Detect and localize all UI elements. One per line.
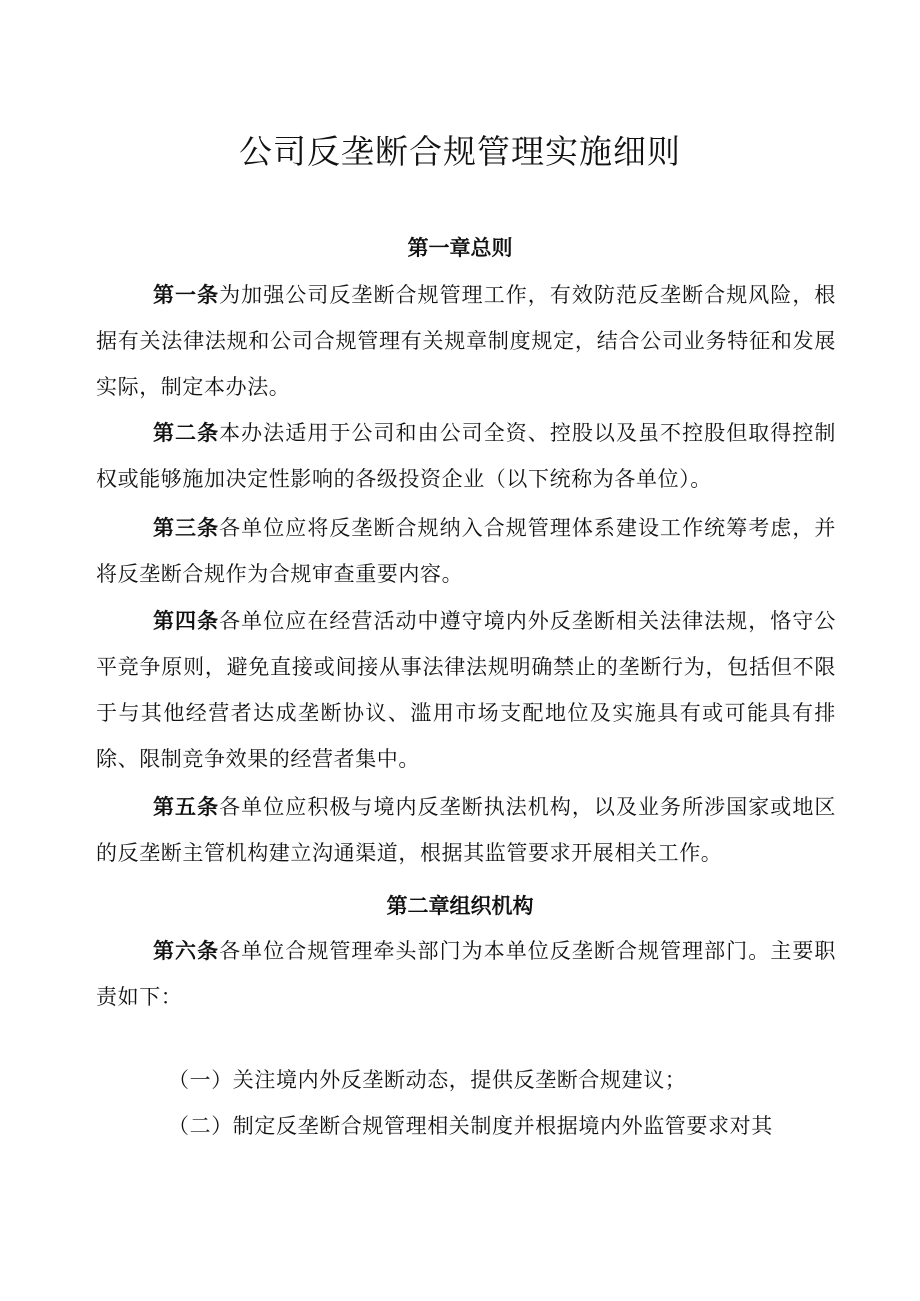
article-5 <box>96 784 836 876</box>
article-6 <box>96 928 836 1020</box>
article-6-text: 各单位合规管理牵头部门为本单位反垄断合规管理部门。主要职责如下： <box>96 939 836 1009</box>
article-2-text: 本办法适用于公司和由公司全资、控股以及虽不控股但取得控制权或能够施加决定性影响的各级投资企业（以下统称为各单位）。 <box>96 421 836 491</box>
chapter-heading-2: 第二章组织机构 <box>386 894 534 918</box>
article-4-lead: 第四条 <box>153 609 220 633</box>
article-3-text: 各单位应将反垄断合规纳入合规管理体系建设工作统筹考虑，并将反垄断合规作为合规审查重要内容。 <box>96 516 836 586</box>
list-item-1: （一）关注境内外反垄断动态，提供反垄断合规建议； <box>168 1068 687 1092</box>
article-6-lead: 第六条 <box>153 939 220 963</box>
article-5-text: 各单位应积极与境内反垄断执法机构，以及业务所涉国家或地区的反垄断主管机构建立沟通渠道，根据其监管要求开展相关工作。 <box>96 795 836 865</box>
article-3 <box>96 505 836 597</box>
article-4-text: 各单位应在经营活动中遵守境内外反垄断相关法律法规，恪守公平竞争原则，避免直接或间接从事法律法规明确禁止的垄断行为，包括但不限于与其他经营者达成垄断协议、滥用市场支配地位及实施具有或可能具有排除、限制竞争效果的经营者集中。 <box>96 609 836 771</box>
article-1 <box>96 272 836 410</box>
article-2 <box>96 410 836 502</box>
article-1-lead: 第一条 <box>153 283 220 307</box>
document-title: 公司反垄断合规管理实施细则 <box>239 132 681 171</box>
article-3-lead: 第三条 <box>153 516 220 540</box>
article-2-lead: 第二条 <box>153 421 220 445</box>
article-1-text: 为加强公司反垄断合规管理工作，有效防范反垄断合规风险，根据有关法律法规和公司合规管理有关规章制度规定，结合公司业务特征和发展实际，制定本办法。 <box>96 283 836 399</box>
article-4 <box>96 598 836 782</box>
list-item-2: （二）制定反垄断合规管理相关制度并根据境内外监管要求对其 <box>168 1114 773 1138</box>
article-5-lead: 第五条 <box>153 795 220 819</box>
chapter-heading-1: 第一章总则 <box>407 236 513 260</box>
